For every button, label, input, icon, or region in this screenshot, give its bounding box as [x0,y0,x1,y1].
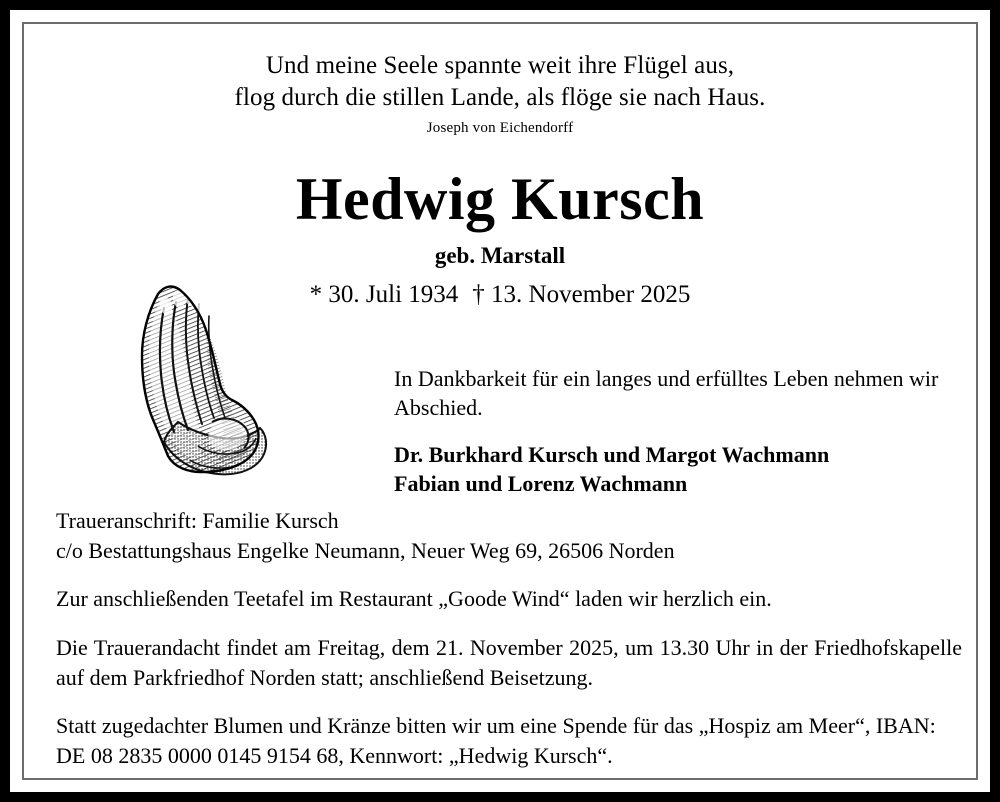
family-names [394,440,954,499]
deceased-name: Hedwig Kursch [295,166,705,232]
verse-author: Joseph von Eichendorff [426,120,574,136]
notice-content-frame [22,22,978,780]
reception-invitation: Zur anschließenden Teetafel im Restaurant „Goode Wind“ laden wir herzlich ein. [56,586,772,612]
death-date: 13. November 2025 [491,281,691,308]
family-name-line-2: Fabian und Lorenz Wachmann [394,470,688,496]
death-symbol: † [472,281,485,308]
service-details: Die Trauerandacht findet am Freitag, dem 21. November 2025, um 13.30 Uhr in der Friedhofskapelle auf dem Parkfriedhof Norden statt; anschließend Beisetzung. [56,635,962,690]
mourning-address [56,506,962,565]
notice-border-gap [10,10,990,792]
verse-line-1: Und meine Seele spannte weit ihre Flügel aus, [265,52,735,79]
details-section [56,506,962,771]
donation-request: Statt zugedachter Blumen und Kränze bitten wir um eine Spende für das „Hospiz am Meer“, IBAN: DE 08 2835 0000 0145 9154 68, Kennwort: „Hedwig Kursch“. [56,713,936,769]
family-message-block [394,364,954,498]
mourning-address-line-1: Traueranschrift: Familie Kursch [56,508,339,533]
deceased-maiden-name: geb. Marstall [434,243,566,268]
verse-line-2: flog durch die stillen Lande, als flöge sie nach Haus. [234,84,766,111]
family-name-line-1: Dr. Burkhard Kursch und Margot Wachmann [394,441,830,467]
birth-date: 30. Juli 1934 [328,281,459,308]
thanks-text: In Dankbarkeit für ein langes und erfülltes Leben nehmen wir Abschied. [394,366,939,421]
birth-symbol: * [309,281,323,308]
praying-hands-icon [102,264,282,489]
mourning-address-line-2: c/o Bestattungshaus Engelke Neumann, Neuer Weg 69, 26506 Norden [56,537,675,563]
memorial-verse [24,50,976,114]
